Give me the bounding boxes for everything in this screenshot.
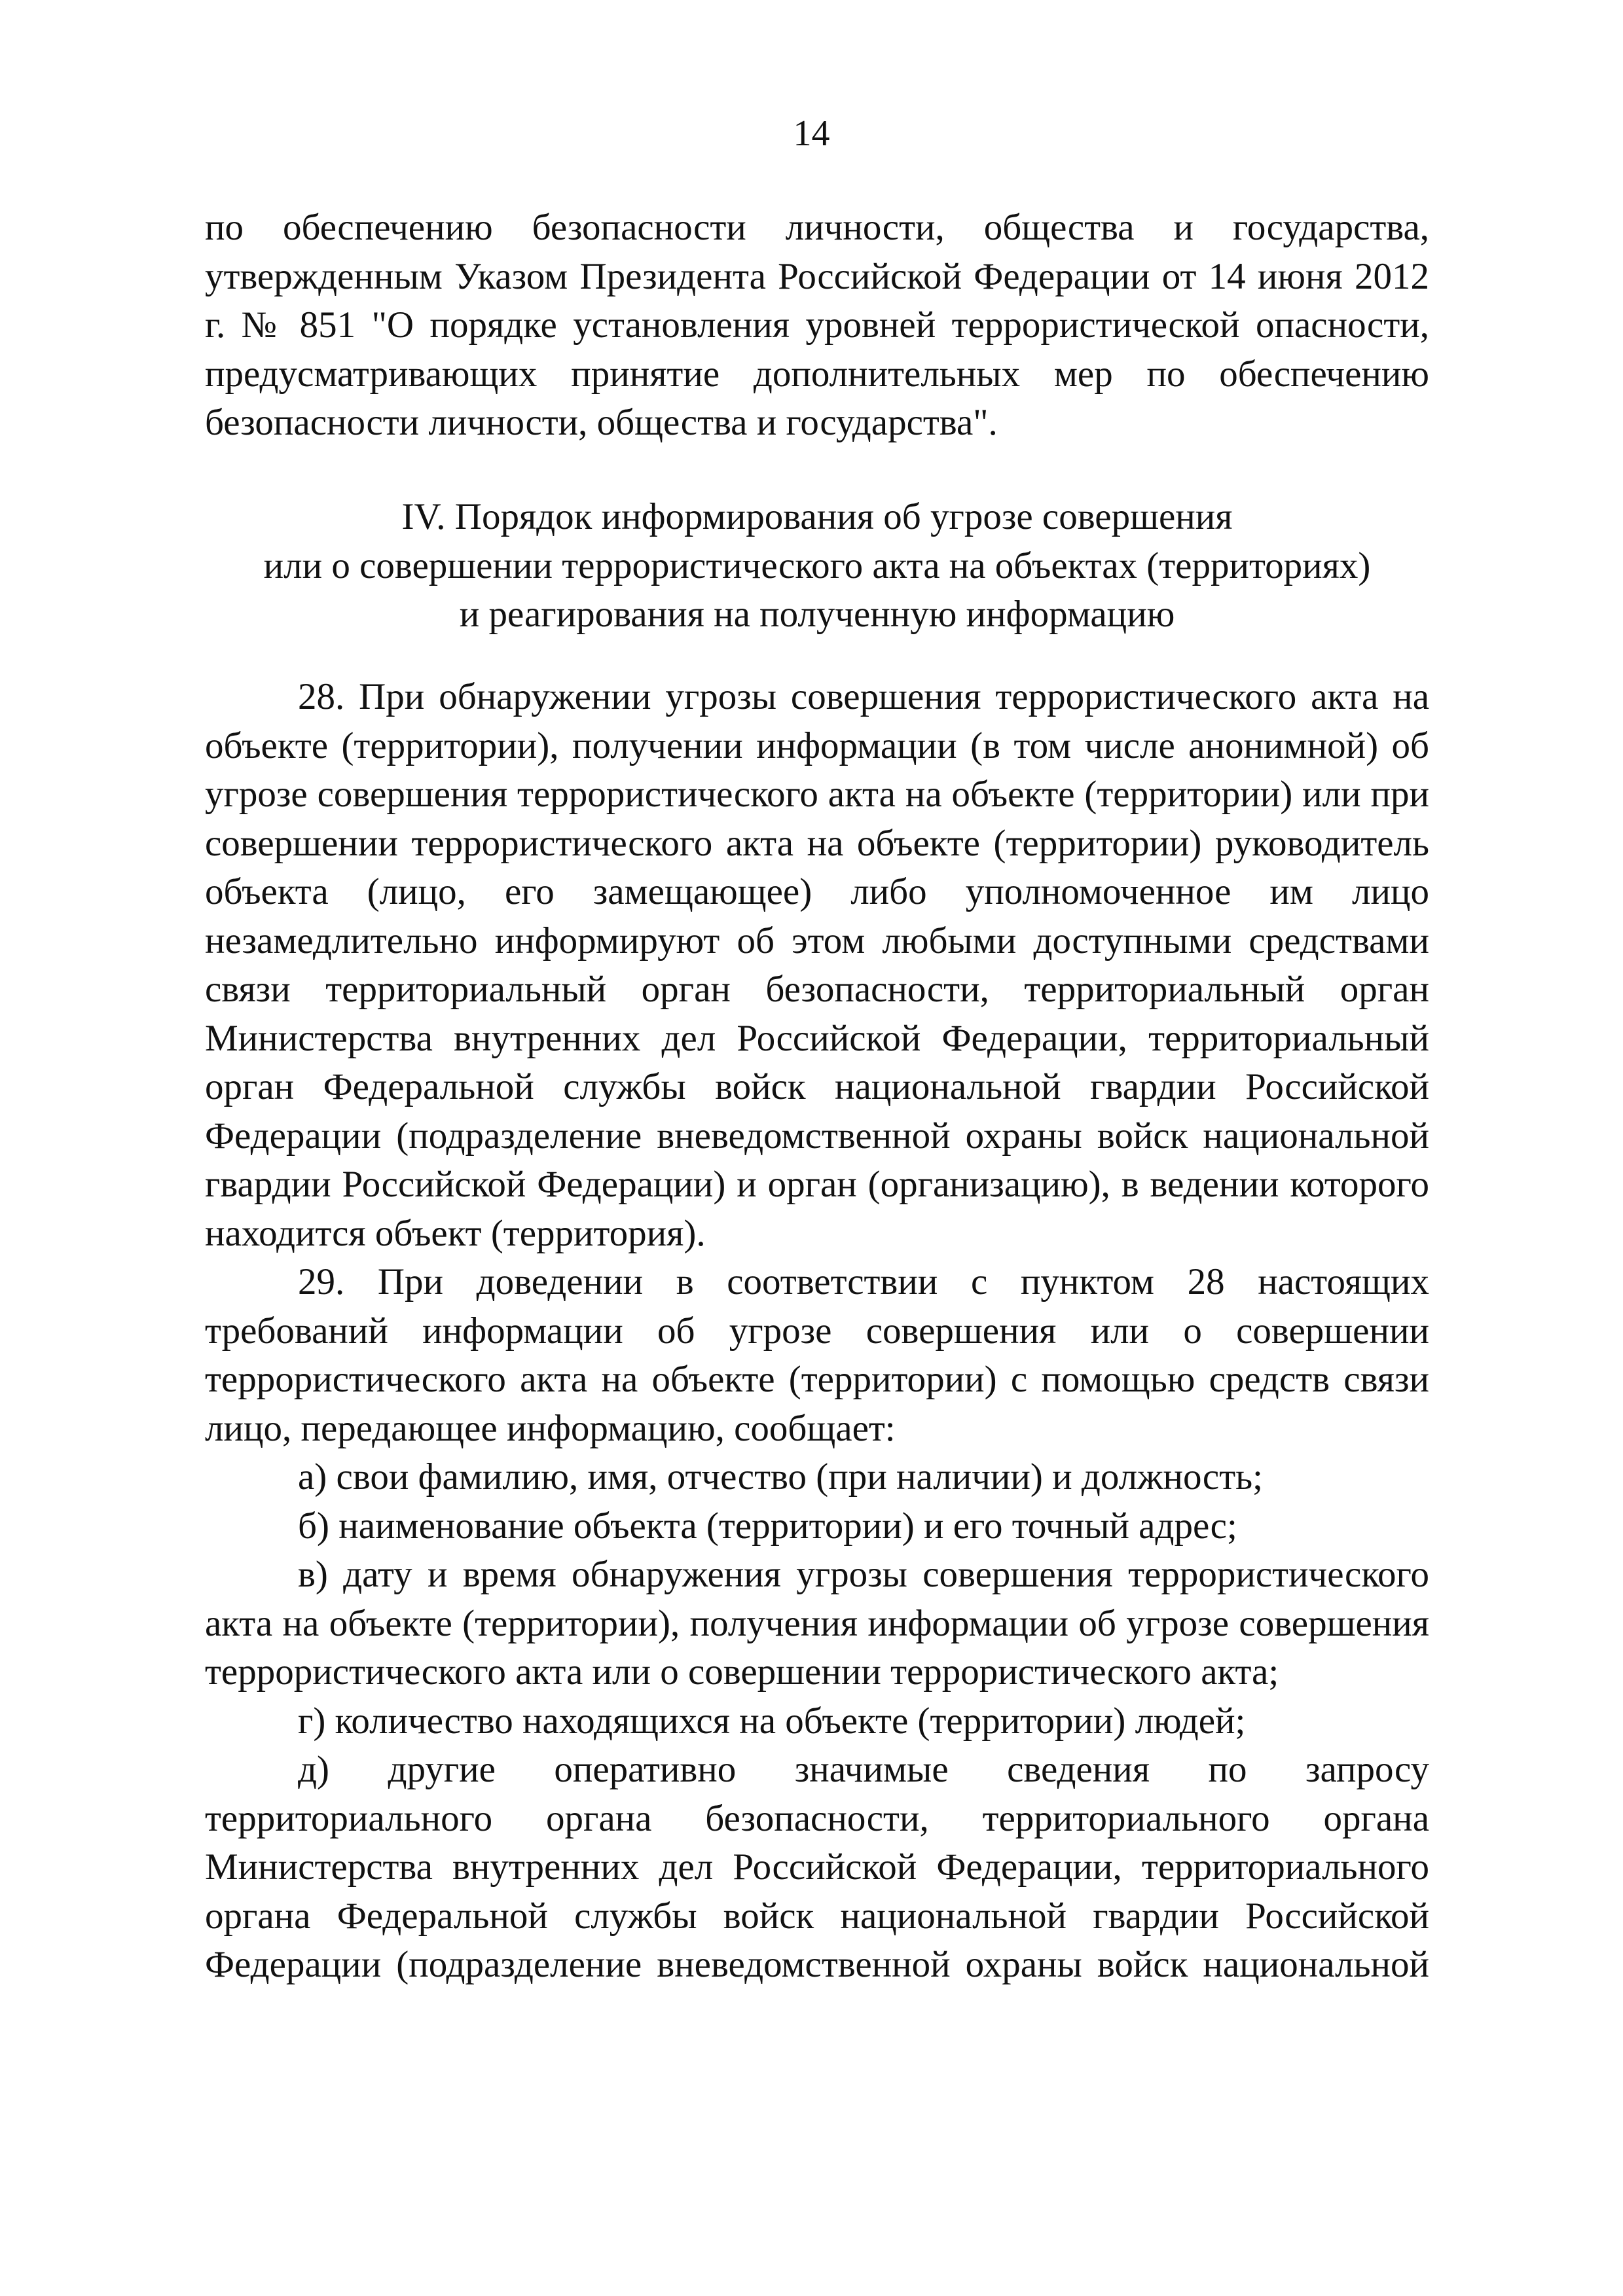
- list-item-b: б) наименование объекта (территории) и его точный адрес;: [298, 1505, 1237, 1547]
- list-item-a: а) свои фамилию, имя, отчество (при наличии) и должность;: [298, 1456, 1263, 1498]
- section-heading-line: IV. Порядок информирования об угрозе совершения: [401, 496, 1233, 537]
- continuation-block: [205, 204, 1429, 448]
- section-heading-line: или о совершении террористического акта на объектах (территориях): [263, 545, 1371, 586]
- main-text-block: [205, 673, 1429, 1990]
- paragraph-28: 28. При обнаружении угрозы совершения террористического акта на объекте (территории), получении информации (в том числе анонимной) об угрозе совершения террористического акта на объекте (территории) или при совершении террористического акта на объекте (территории) руководитель объекта (лицо, его замещающее) либо уполномоченное им лицо незамедлительно информируют об этом любыми доступными средствами связи территориальный орган безопасности, территориальный орган Министерства внутренних дел Российской Федерации, территориальный орган Федеральной службы войск национальной гвардии Российской Федерации (подразделение вневедомственной охраны войск национальной гвардии Российской Федерации) и орган (организацию), в ведении которого находится объект (территория).: [205, 676, 1429, 1254]
- section-heading: [205, 493, 1429, 639]
- list-item-d: д) другие оперативно значимые сведения по запросу территориального органа безопасности, территориального органа Министерства внутренних дел Российской Федерации, территориального органа Федеральной службы войск национальной гвардии Российской Федерации (подразделение вневедомственной охраны войск национальной: [205, 1749, 1429, 1985]
- list-item-g: г) количество находящихся на объекте (территории) людей;: [298, 1700, 1246, 1742]
- continuation-paragraph: по обеспечению безопасности личности, общества и государства, утвержденным Указом Президента Российской Федерации от 14 июня 2012 г. № 851 "О порядке установления уровней террористической опасности, предусматривающих принятие дополнительных мер по обеспечению безопасности личности, общества и государства".: [205, 207, 1429, 443]
- section-heading-line: и реагирования на полученную информацию: [459, 594, 1175, 635]
- page-number: 14: [793, 113, 830, 154]
- paragraph-29: 29. При доведении в соответствии с пунктом 28 настоящих требований информации об угрозе совершения или о совершении террористического акта на объекте (территории) с помощью средств связи лицо, передающее информацию, сообщает:: [205, 1261, 1429, 1449]
- list-item-v: в) дату и время обнаружения угрозы совершения террористического акта на объекте (территории), получения информации об угрозе совершения террористического акта или о совершении террористического акта;: [205, 1554, 1429, 1693]
